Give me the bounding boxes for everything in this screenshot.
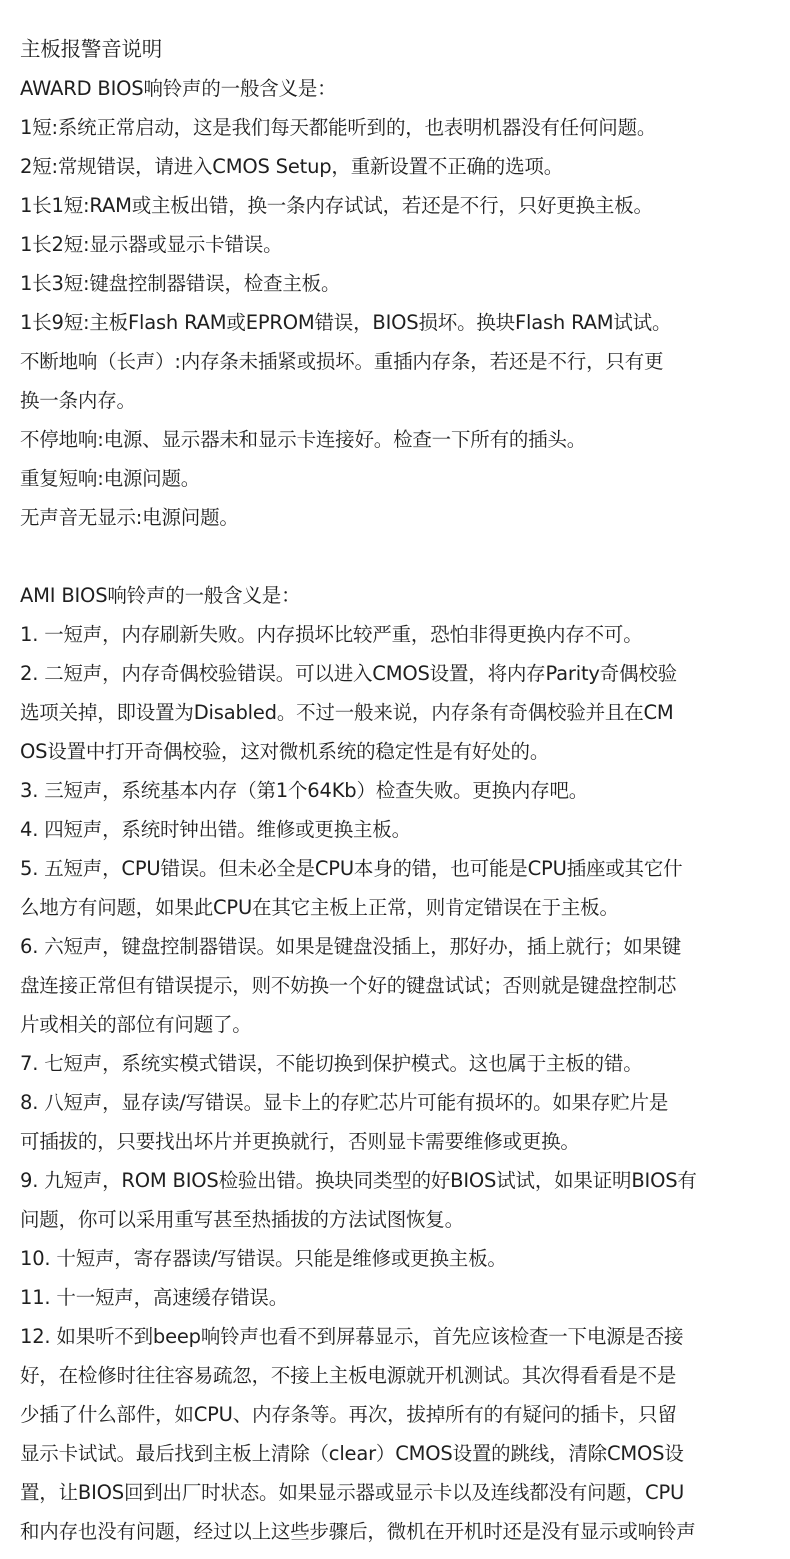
award-line: 无声音无显示:电源问题。 [20,506,239,529]
section-spacer [20,537,790,576]
award-line: 1短:系统正常启动，这是我们每天都能听到的，也表明机器没有任何问题。 [20,116,657,139]
ami-line: 可插拔的，只要找出坏片并更换就行，否则显卡需要维修或更换。 [20,1130,580,1153]
ami-line: 片或相关的部位有问题了。 [20,1013,252,1036]
ami-line: 好，在检修时往往容易疏忽，不接上主板电源就开机测试。其次得看看是不是 [20,1364,677,1387]
award-line: 不停地响:电源、显示器未和显示卡连接好。检查一下所有的插头。 [20,428,587,451]
ami-line: 少插了什么部件，如CPU、内存条等。再次，拔掉所有的有疑问的插卡，只留 [20,1403,677,1426]
ami-line: 3. 三短声，系统基本内存（第1个64Kb）检查失败。更换内存吧。 [20,779,589,802]
ami-line: 7. 七短声，系统实模式错误，不能切换到保护模式。这也属于主板的错。 [20,1052,643,1075]
ami-line: 显示卡试试。最后找到主板上清除（clear）CMOS设置的跳线，清除CMOS设 [20,1442,684,1465]
award-line: 1长1短:RAM或主板出错，换一条内存试试，若还是不行，只好更换主板。 [20,194,653,217]
award-line: 2短:常规错误，请进入CMOS Setup，重新设置不正确的选项。 [20,155,563,178]
ami-line: 9. 九短声，ROM BIOS检验出错。换块同类型的好BIOS试试，如果证明BIOS有 [20,1169,697,1192]
ami-line: 11. 十一短声，高速缓存错误。 [20,1286,289,1309]
document [20,30,790,1551]
ami-line: 12. 如果听不到beep响铃声也看不到屏幕显示，首先应该检查一下电源是否接 [20,1325,684,1348]
ami-line: 1. 一短声，内存刷新失败。内存损坏比较严重，恐怕非得更换内存不可。 [20,623,643,646]
ami-line: 问题，你可以采用重写甚至热插拔的方法试图恢复。 [20,1208,464,1231]
ami-line: OS设置中打开奇偶校验，这对微机系统的稳定性是有好处的。 [20,740,550,763]
award-line: 不断地响（长声）:内存条未插紧或损坏。重插内存条，若还是不行，只有更 [20,350,664,373]
ami-line: 盘连接正常但有错误提示，则不妨换一个好的键盘试试；否则就是键盘控制芯 [20,974,677,997]
award-line: 重复短响:电源问题。 [20,467,201,490]
ami-line: 和内存也没有问题，经过以上这些步骤后，微机在开机时还是没有显示或响铃声 [20,1520,696,1543]
ami-line: 5. 五短声，CPU错误。但未必全是CPU本身的错，也可能是CPU插座或其它什 [20,857,683,880]
ami-line: 置，让BIOS回到出厂时状态。如果显示器或显示卡以及连线都没有问题，CPU [20,1481,685,1504]
ami-line: 6. 六短声，键盘控制器错误。如果是键盘没插上，那好办，插上就行；如果键 [20,935,682,958]
award-line: 换一条内存。 [20,389,136,412]
ami-line: 4. 四短声，系统时钟出错。维修或更换主板。 [20,818,411,841]
award-line: 1长9短:主板Flash RAM或EPROM错误，BIOS损坏。换块Flash RAM试试。 [20,311,672,334]
ami-line: 10. 十短声，寄存器读/写错误。只能是维修或更换主板。 [20,1247,507,1270]
award-heading: AWARD BIOS响铃声的一般含义是： [20,77,337,100]
ami-line: 选项关掉，即设置为Disabled。不过一般来说，内存条有奇偶校验并且在CM [20,701,674,724]
ami-line: 么地方有问题，如果此CPU在其它主板上正常，则肯定错误在于主板。 [20,896,619,919]
award-line: 1长2短:显示器或显示卡错误。 [20,233,283,256]
ami-line: 8. 八短声，显存读/写错误。显卡上的存贮芯片可能有损坏的。如果存贮片是 [20,1091,669,1114]
award-line: 1长3短:键盘控制器错误，检查主板。 [20,272,341,295]
ami-heading: AMI BIOS响铃声的一般含义是： [20,584,301,607]
page-title: 主板报警音说明 [20,37,163,61]
ami-line: 2. 二短声，内存奇偶校验错误。可以进入CMOS设置，将内存Parity奇偶校验 [20,662,677,685]
